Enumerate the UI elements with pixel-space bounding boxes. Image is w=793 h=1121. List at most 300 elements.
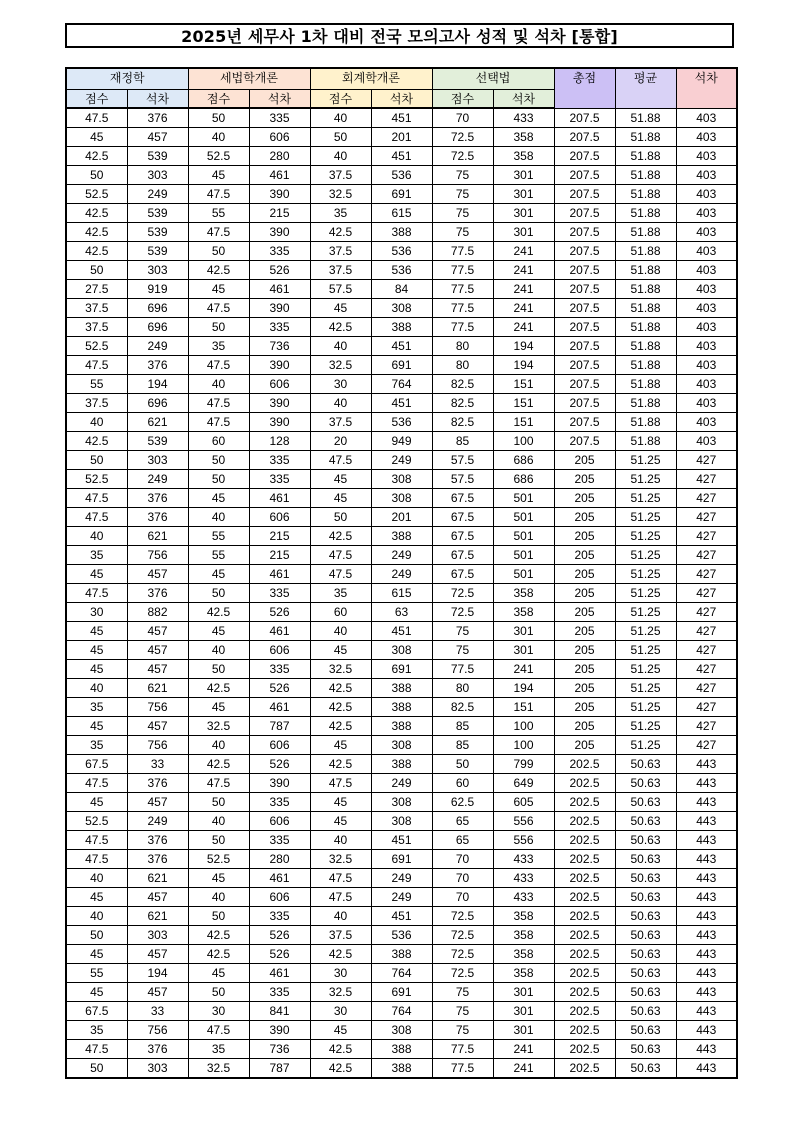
average-score-cell: 51.25 (615, 679, 676, 698)
accounting-rank-cell: 615 (371, 584, 432, 603)
elective-score-cell: 50 (432, 755, 493, 774)
accounting-score-cell: 37.5 (310, 413, 371, 432)
total-score-cell: 202.5 (554, 964, 615, 983)
accounting-score-cell: 45 (310, 641, 371, 660)
total-score-cell: 202.5 (554, 926, 615, 945)
tax-law-score-cell: 52.5 (188, 147, 249, 166)
average-score-cell: 51.88 (615, 166, 676, 185)
average-score-cell: 50.63 (615, 793, 676, 812)
score-subheader: 점수 (188, 90, 249, 109)
finance-score-cell: 45 (66, 622, 127, 641)
table-row (66, 1021, 737, 1040)
accounting-score-cell: 20 (310, 432, 371, 451)
finance-score-cell: 45 (66, 945, 127, 964)
average-score-cell: 51.88 (615, 128, 676, 147)
tax-law-score-cell: 60 (188, 432, 249, 451)
elective-score-cell: 77.5 (432, 261, 493, 280)
accounting-rank-cell: 691 (371, 850, 432, 869)
finance-score-cell: 45 (66, 660, 127, 679)
accounting-rank-cell: 308 (371, 812, 432, 831)
average-score-cell: 51.25 (615, 622, 676, 641)
accounting-rank-cell: 201 (371, 128, 432, 147)
accounting-score-cell: 42.5 (310, 698, 371, 717)
accounting-score-cell: 45 (310, 1021, 371, 1040)
tax-law-rank-cell: 461 (249, 565, 310, 584)
finance-rank-cell: 457 (127, 717, 188, 736)
tax-law-rank-cell: 606 (249, 888, 310, 907)
accounting-rank-cell: 84 (371, 280, 432, 299)
rank-subheader: 석차 (493, 90, 554, 109)
finance-rank-cell: 539 (127, 204, 188, 223)
tax-law-rank-cell: 335 (249, 470, 310, 489)
accounting-score-cell: 47.5 (310, 565, 371, 584)
accounting-score-cell: 32.5 (310, 185, 371, 204)
elective-score-cell: 82.5 (432, 698, 493, 717)
total-score-cell: 207.5 (554, 318, 615, 337)
elective-score-cell: 70 (432, 108, 493, 128)
table-row (66, 261, 737, 280)
average-score-cell: 51.88 (615, 147, 676, 166)
tax-law-score-cell: 47.5 (188, 223, 249, 242)
overall-rank-cell: 443 (676, 812, 737, 831)
elective-score-cell: 85 (432, 736, 493, 755)
score-subheader: 점수 (310, 90, 371, 109)
average-score-cell: 51.25 (615, 451, 676, 470)
tax-law-rank-cell: 335 (249, 660, 310, 679)
accounting-rank-cell: 308 (371, 1021, 432, 1040)
tax-law-rank-cell: 128 (249, 432, 310, 451)
tax-law-rank-cell: 461 (249, 489, 310, 508)
accounting-rank-cell: 388 (371, 318, 432, 337)
rank-subheader: 석차 (371, 90, 432, 109)
accounting-rank-cell: 249 (371, 888, 432, 907)
accounting-score-cell: 35 (310, 584, 371, 603)
tax-law-score-cell: 40 (188, 736, 249, 755)
elective-score-cell: 67.5 (432, 546, 493, 565)
accounting-rank-cell: 388 (371, 1040, 432, 1059)
finance-rank-cell: 457 (127, 660, 188, 679)
finance-score-cell: 45 (66, 717, 127, 736)
overall-rank-cell: 443 (676, 983, 737, 1002)
tax-law-score-cell: 42.5 (188, 945, 249, 964)
tax-law-score-cell: 50 (188, 831, 249, 850)
elective-rank-cell: 100 (493, 432, 554, 451)
elective-score-cell: 72.5 (432, 945, 493, 964)
total-score-cell: 202.5 (554, 812, 615, 831)
finance-score-cell: 45 (66, 888, 127, 907)
total-score-cell: 202.5 (554, 945, 615, 964)
table-row (66, 565, 737, 584)
elective-score-cell: 77.5 (432, 299, 493, 318)
finance-score-cell: 50 (66, 261, 127, 280)
finance-score-cell: 47.5 (66, 356, 127, 375)
tax-law-score-cell: 40 (188, 508, 249, 527)
elective-score-cell: 72.5 (432, 147, 493, 166)
finance-rank-cell: 919 (127, 280, 188, 299)
finance-rank-cell: 621 (127, 527, 188, 546)
total-score-cell: 205 (554, 565, 615, 584)
average-score-cell: 50.63 (615, 888, 676, 907)
elective-rank-cell: 358 (493, 964, 554, 983)
tax-law-rank-cell: 335 (249, 242, 310, 261)
elective-score-cell: 65 (432, 831, 493, 850)
overall-rank-cell: 403 (676, 166, 737, 185)
tax-law-score-cell: 42.5 (188, 603, 249, 622)
tax-law-rank-cell: 526 (249, 945, 310, 964)
finance-rank-cell: 539 (127, 432, 188, 451)
tax-law-score-cell: 45 (188, 565, 249, 584)
total-score-cell: 202.5 (554, 907, 615, 926)
finance-rank-cell: 756 (127, 736, 188, 755)
elective-rank-cell: 100 (493, 717, 554, 736)
total-score-cell: 205 (554, 641, 615, 660)
average-score-cell: 51.88 (615, 204, 676, 223)
tax-law-rank-cell: 606 (249, 508, 310, 527)
finance-score-cell: 50 (66, 1059, 127, 1079)
elective-rank-cell: 241 (493, 242, 554, 261)
tax-law-rank-cell: 606 (249, 128, 310, 147)
average-score-cell: 50.63 (615, 964, 676, 983)
tax-law-rank-cell: 390 (249, 413, 310, 432)
overall-rank-cell: 443 (676, 831, 737, 850)
table-row (66, 413, 737, 432)
total-score-cell: 202.5 (554, 831, 615, 850)
finance-score-cell: 55 (66, 964, 127, 983)
elective-rank-cell: 649 (493, 774, 554, 793)
average-score-cell: 51.25 (615, 603, 676, 622)
total-score-cell: 207.5 (554, 108, 615, 128)
elective-rank-cell: 358 (493, 907, 554, 926)
accounting-score-cell: 47.5 (310, 546, 371, 565)
overall-rank-cell: 443 (676, 1040, 737, 1059)
accounting-rank-cell: 63 (371, 603, 432, 622)
elective-rank-cell: 301 (493, 622, 554, 641)
elective-score-cell: 75 (432, 166, 493, 185)
finance-score-cell: 37.5 (66, 394, 127, 413)
elective-score-cell: 75 (432, 185, 493, 204)
accounting-rank-cell: 451 (371, 337, 432, 356)
tax-law-score-cell: 42.5 (188, 261, 249, 280)
finance-score-cell: 42.5 (66, 242, 127, 261)
subject-header-accounting: 회계학개론 (310, 68, 432, 90)
total-score-cell: 207.5 (554, 413, 615, 432)
elective-score-cell: 70 (432, 888, 493, 907)
finance-rank-cell: 376 (127, 584, 188, 603)
elective-rank-cell: 799 (493, 755, 554, 774)
tax-law-rank-cell: 280 (249, 147, 310, 166)
elective-score-cell: 75 (432, 1002, 493, 1021)
overall-rank-cell: 427 (676, 470, 737, 489)
finance-score-cell: 45 (66, 641, 127, 660)
overall-rank-cell: 403 (676, 261, 737, 280)
finance-score-cell: 40 (66, 869, 127, 888)
finance-rank-cell: 194 (127, 375, 188, 394)
tax-law-score-cell: 35 (188, 337, 249, 356)
score-subheader: 점수 (432, 90, 493, 109)
tax-law-rank-cell: 390 (249, 394, 310, 413)
table-row (66, 508, 737, 527)
accounting-score-cell: 32.5 (310, 660, 371, 679)
tax-law-score-cell: 45 (188, 280, 249, 299)
finance-score-cell: 52.5 (66, 812, 127, 831)
table-row (66, 318, 737, 337)
tax-law-rank-cell: 390 (249, 299, 310, 318)
accounting-rank-cell: 249 (371, 451, 432, 470)
elective-score-cell: 80 (432, 679, 493, 698)
overall-rank-cell: 443 (676, 774, 737, 793)
table-row (66, 470, 737, 489)
tax-law-rank-cell: 461 (249, 280, 310, 299)
tax-law-score-cell: 45 (188, 622, 249, 641)
accounting-rank-cell: 536 (371, 242, 432, 261)
elective-rank-cell: 241 (493, 318, 554, 337)
accounting-score-cell: 45 (310, 299, 371, 318)
elective-rank-cell: 358 (493, 926, 554, 945)
accounting-score-cell: 30 (310, 375, 371, 394)
elective-rank-cell: 194 (493, 337, 554, 356)
overall-rank-cell: 427 (676, 641, 737, 660)
elective-rank-cell: 501 (493, 527, 554, 546)
elective-score-cell: 77.5 (432, 318, 493, 337)
total-score-cell: 205 (554, 736, 615, 755)
average-score-cell: 50.63 (615, 755, 676, 774)
average-score-cell: 51.25 (615, 546, 676, 565)
elective-score-cell: 75 (432, 223, 493, 242)
tax-law-score-cell: 50 (188, 242, 249, 261)
table-body (66, 108, 737, 1078)
elective-rank-cell: 301 (493, 166, 554, 185)
overall-rank-cell: 443 (676, 755, 737, 774)
finance-rank-cell: 539 (127, 147, 188, 166)
accounting-score-cell: 37.5 (310, 242, 371, 261)
accounting-rank-cell: 615 (371, 204, 432, 223)
elective-rank-cell: 151 (493, 375, 554, 394)
accounting-rank-cell: 388 (371, 755, 432, 774)
table-row (66, 831, 737, 850)
average-score-cell: 51.88 (615, 394, 676, 413)
table-row (66, 736, 737, 755)
finance-rank-cell: 696 (127, 318, 188, 337)
accounting-rank-cell: 308 (371, 299, 432, 318)
overall-rank-cell: 403 (676, 318, 737, 337)
elective-rank-cell: 358 (493, 603, 554, 622)
accounting-rank-cell: 308 (371, 641, 432, 660)
total-score-cell: 202.5 (554, 774, 615, 793)
total-score-cell: 202.5 (554, 1040, 615, 1059)
finance-rank-cell: 303 (127, 166, 188, 185)
total-score-cell: 207.5 (554, 261, 615, 280)
tax-law-rank-cell: 461 (249, 166, 310, 185)
finance-score-cell: 35 (66, 1021, 127, 1040)
accounting-rank-cell: 536 (371, 166, 432, 185)
table-row (66, 451, 737, 470)
accounting-rank-cell: 388 (371, 717, 432, 736)
tax-law-score-cell: 42.5 (188, 926, 249, 945)
elective-score-cell: 80 (432, 356, 493, 375)
finance-score-cell: 52.5 (66, 337, 127, 356)
accounting-rank-cell: 388 (371, 527, 432, 546)
accounting-score-cell: 40 (310, 622, 371, 641)
overall-rank-cell: 427 (676, 546, 737, 565)
table-row (66, 108, 737, 128)
table-row (66, 128, 737, 147)
tax-law-score-cell: 32.5 (188, 717, 249, 736)
accounting-rank-cell: 249 (371, 869, 432, 888)
accounting-score-cell: 45 (310, 470, 371, 489)
total-score-cell: 202.5 (554, 1002, 615, 1021)
finance-rank-cell: 303 (127, 261, 188, 280)
average-score-cell: 51.25 (615, 698, 676, 717)
accounting-rank-cell: 691 (371, 983, 432, 1002)
tax-law-rank-cell: 461 (249, 964, 310, 983)
tax-law-rank-cell: 841 (249, 1002, 310, 1021)
tax-law-rank-cell: 461 (249, 869, 310, 888)
overall-rank-cell: 427 (676, 736, 737, 755)
elective-rank-cell: 501 (493, 489, 554, 508)
overall-rank-cell: 403 (676, 128, 737, 147)
table-row (66, 242, 737, 261)
average-score-cell: 51.88 (615, 375, 676, 394)
elective-rank-cell: 241 (493, 261, 554, 280)
average-score-cell: 51.25 (615, 660, 676, 679)
tax-law-score-cell: 50 (188, 907, 249, 926)
table-row (66, 185, 737, 204)
table-row (66, 356, 737, 375)
accounting-rank-cell: 764 (371, 964, 432, 983)
average-score-cell: 50.63 (615, 850, 676, 869)
finance-rank-cell: 194 (127, 964, 188, 983)
tax-law-score-cell: 35 (188, 1040, 249, 1059)
tax-law-rank-cell: 215 (249, 204, 310, 223)
accounting-score-cell: 42.5 (310, 717, 371, 736)
accounting-score-cell: 40 (310, 831, 371, 850)
elective-score-cell: 70 (432, 850, 493, 869)
elective-score-cell: 67.5 (432, 489, 493, 508)
elective-score-cell: 72.5 (432, 128, 493, 147)
elective-rank-cell: 358 (493, 945, 554, 964)
elective-score-cell: 82.5 (432, 413, 493, 432)
tax-law-rank-cell: 390 (249, 185, 310, 204)
average-score-cell: 51.25 (615, 470, 676, 489)
overall-rank-cell: 427 (676, 489, 737, 508)
finance-score-cell: 35 (66, 736, 127, 755)
total-score-cell: 205 (554, 584, 615, 603)
finance-score-cell: 50 (66, 926, 127, 945)
tax-law-rank-cell: 335 (249, 318, 310, 337)
finance-rank-cell: 376 (127, 850, 188, 869)
elective-rank-cell: 433 (493, 869, 554, 888)
total-score-cell: 205 (554, 698, 615, 717)
overall-rank-cell: 443 (676, 1002, 737, 1021)
overall-rank-cell: 403 (676, 108, 737, 128)
total-score-cell: 207.5 (554, 128, 615, 147)
tax-law-score-cell: 50 (188, 584, 249, 603)
overall-rank-cell: 427 (676, 451, 737, 470)
average-score-cell: 50.63 (615, 1002, 676, 1021)
average-score-cell: 51.25 (615, 489, 676, 508)
tax-law-rank-cell: 787 (249, 1059, 310, 1079)
finance-rank-cell: 376 (127, 108, 188, 128)
elective-rank-cell: 241 (493, 280, 554, 299)
elective-rank-cell: 151 (493, 698, 554, 717)
accounting-score-cell: 47.5 (310, 774, 371, 793)
table-row (66, 489, 737, 508)
table-row (66, 546, 737, 565)
total-score-cell: 207.5 (554, 299, 615, 318)
accounting-score-cell: 42.5 (310, 1059, 371, 1079)
tax-law-rank-cell: 526 (249, 755, 310, 774)
finance-score-cell: 52.5 (66, 470, 127, 489)
finance-rank-cell: 457 (127, 565, 188, 584)
elective-rank-cell: 501 (493, 546, 554, 565)
finance-score-cell: 47.5 (66, 831, 127, 850)
average-score-cell: 51.25 (615, 736, 676, 755)
accounting-rank-cell: 451 (371, 831, 432, 850)
tax-law-rank-cell: 335 (249, 793, 310, 812)
overall-rank-cell: 427 (676, 622, 737, 641)
finance-score-cell: 55 (66, 375, 127, 394)
overall-rank-cell: 403 (676, 204, 737, 223)
finance-rank-cell: 457 (127, 641, 188, 660)
table-row (66, 375, 737, 394)
average-score-cell: 51.88 (615, 356, 676, 375)
accounting-score-cell: 35 (310, 204, 371, 223)
overall-rank-cell: 427 (676, 679, 737, 698)
overall-rank-cell: 403 (676, 242, 737, 261)
tax-law-rank-cell: 736 (249, 337, 310, 356)
accounting-score-cell: 47.5 (310, 451, 371, 470)
accounting-score-cell: 50 (310, 508, 371, 527)
tax-law-rank-cell: 526 (249, 603, 310, 622)
tax-law-rank-cell: 390 (249, 223, 310, 242)
finance-score-cell: 40 (66, 679, 127, 698)
accounting-rank-cell: 451 (371, 907, 432, 926)
table-row (66, 983, 737, 1002)
average-score-cell: 51.25 (615, 508, 676, 527)
tax-law-score-cell: 55 (188, 204, 249, 223)
elective-score-cell: 75 (432, 204, 493, 223)
tax-law-score-cell: 50 (188, 793, 249, 812)
total-score-cell: 207.5 (554, 185, 615, 204)
accounting-score-cell: 45 (310, 736, 371, 755)
total-score-cell: 205 (554, 546, 615, 565)
table-row (66, 641, 737, 660)
table-row (66, 622, 737, 641)
finance-rank-cell: 249 (127, 812, 188, 831)
table-row (66, 964, 737, 983)
average-score-cell: 51.88 (615, 413, 676, 432)
table-row (66, 717, 737, 736)
elective-rank-cell: 194 (493, 356, 554, 375)
overall-rank-cell: 427 (676, 527, 737, 546)
average-score-cell: 50.63 (615, 1040, 676, 1059)
elective-score-cell: 57.5 (432, 470, 493, 489)
table-row (66, 945, 737, 964)
table-row (66, 204, 737, 223)
finance-score-cell: 45 (66, 565, 127, 584)
accounting-score-cell: 30 (310, 1002, 371, 1021)
overall-rank-cell: 443 (676, 888, 737, 907)
total-score-cell: 207.5 (554, 356, 615, 375)
accounting-score-cell: 32.5 (310, 983, 371, 1002)
overall-rank-cell: 427 (676, 717, 737, 736)
elective-rank-cell: 358 (493, 147, 554, 166)
accounting-score-cell: 42.5 (310, 755, 371, 774)
table-row (66, 793, 737, 812)
accounting-score-cell: 30 (310, 964, 371, 983)
table-row (66, 527, 737, 546)
table-row (66, 394, 737, 413)
